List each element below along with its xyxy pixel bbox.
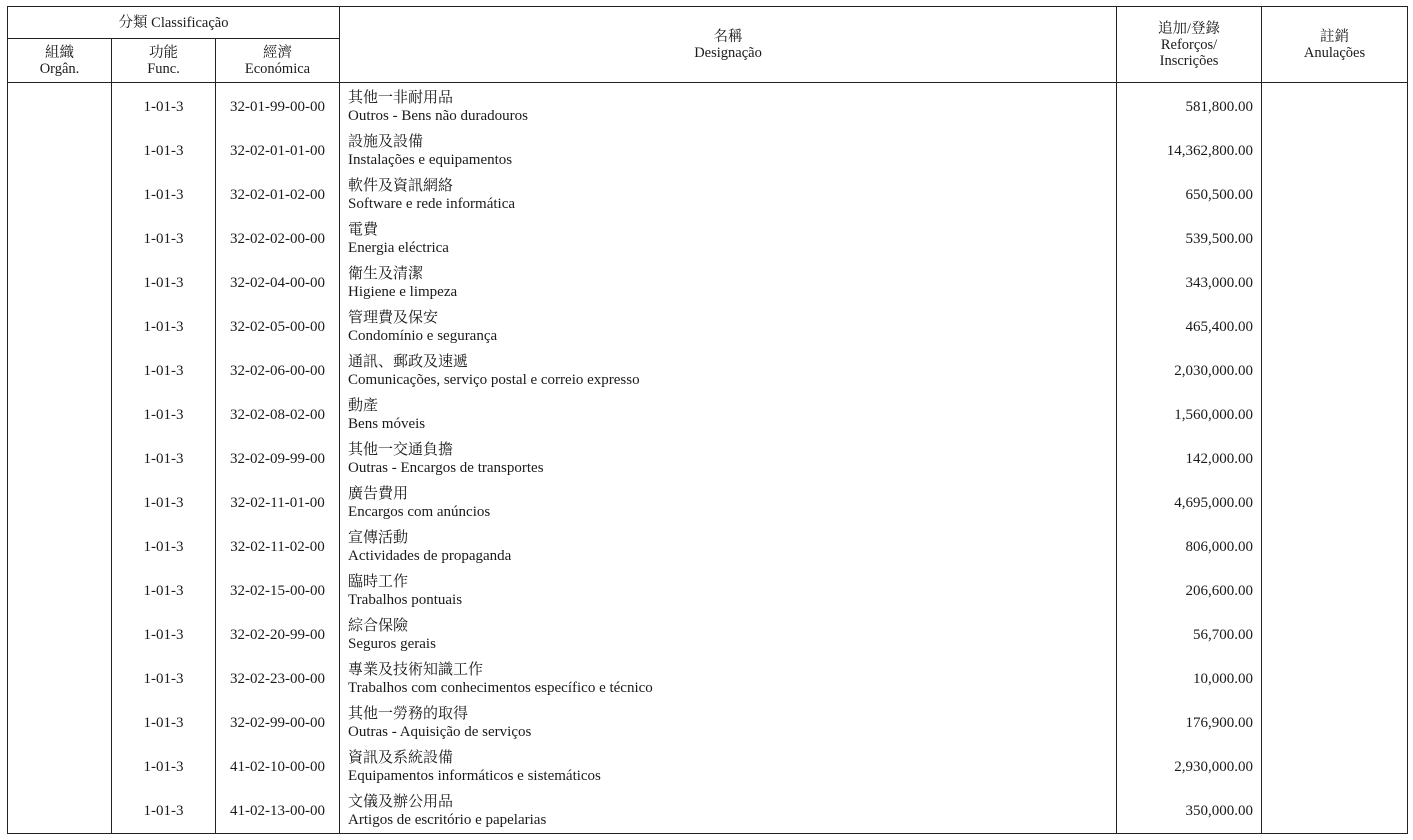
designacao-zh: 其他一非耐用品 [348, 90, 454, 106]
table-cell-reforco: 581,800.00 [1117, 85, 1262, 129]
table-cell-designacao [340, 217, 1117, 261]
table-cell-reforco: 343,000.00 [1117, 261, 1262, 305]
table-row [8, 613, 1408, 657]
table-cell-designacao [340, 393, 1117, 437]
table-cell-funcional: 1-01-3 [112, 129, 216, 173]
table-row [8, 85, 1408, 129]
table-cell-organica [8, 349, 112, 393]
designacao-zh: 其他一交通負擔 [348, 442, 454, 458]
table-cell-economica: 32-02-06-00-00 [216, 349, 340, 393]
table-cell-organica [8, 217, 112, 261]
table-cell-funcional: 1-01-3 [112, 789, 216, 834]
designacao-pt: Encargos com anúncios [348, 504, 491, 520]
table-cell-organica [8, 613, 112, 657]
designacao-pt: Trabalhos pontuais [348, 592, 463, 608]
table-cell-economica: 32-02-11-01-00 [216, 481, 340, 525]
table-cell-reforco: 4,695,000.00 [1117, 481, 1262, 525]
table-cell-reforco: 539,500.00 [1117, 217, 1262, 261]
table-cell-organica [8, 481, 112, 525]
designacao-pt: Comunicações, serviço postal e correio expresso [348, 372, 640, 388]
table-cell-designacao [340, 85, 1117, 129]
table-cell-reforco: 14,362,800.00 [1117, 129, 1262, 173]
table-cell-organica [8, 173, 112, 217]
designacao-zh: 軟件及資訊網絡 [348, 178, 454, 194]
table-cell-anulacao [1262, 85, 1408, 129]
table-cell-organica [8, 657, 112, 701]
table-cell-organica [8, 569, 112, 613]
table-cell-reforco: 2,030,000.00 [1117, 349, 1262, 393]
table-cell-funcional: 1-01-3 [112, 657, 216, 701]
designacao-zh: 電費 [348, 222, 379, 238]
table-cell-economica: 32-01-99-00-00 [216, 85, 340, 129]
table-cell-funcional: 1-01-3 [112, 261, 216, 305]
table-cell-designacao [340, 789, 1117, 834]
table-cell-funcional: 1-01-3 [112, 481, 216, 525]
table-cell-anulacao [1262, 789, 1408, 834]
header-anulacoes-pt: Anulações [1303, 44, 1366, 61]
table-cell-designacao [340, 173, 1117, 217]
designacao-pt: Outras - Encargos de transportes [348, 460, 544, 476]
table-row [8, 481, 1408, 525]
table-cell-anulacao [1262, 217, 1408, 261]
table-row [8, 789, 1408, 834]
table-cell-anulacao [1262, 481, 1408, 525]
table-cell-designacao [340, 525, 1117, 569]
table-header [8, 7, 1408, 83]
table-cell-funcional: 1-01-3 [112, 613, 216, 657]
table-cell-designacao [340, 613, 1117, 657]
table-row [8, 173, 1408, 217]
table-row [8, 525, 1408, 569]
table-cell-economica: 32-02-11-02-00 [216, 525, 340, 569]
table-cell-economica: 32-02-01-02-00 [216, 173, 340, 217]
designacao-zh: 設施及設備 [348, 134, 424, 150]
table-cell-reforco: 206,600.00 [1117, 569, 1262, 613]
table-row [8, 129, 1408, 173]
header-organica-zh: 組織 [45, 44, 74, 61]
table-cell-funcional: 1-01-3 [112, 217, 216, 261]
designacao-pt: Equipamentos informáticos e sistemáticos [348, 768, 601, 784]
designacao-pt: Trabalhos com conhecimentos específico e técnico [348, 680, 653, 696]
table-cell-anulacao [1262, 261, 1408, 305]
table-cell-organica [8, 85, 112, 129]
table-cell-reforco: 56,700.00 [1117, 613, 1262, 657]
designacao-pt: Software e rede informática [348, 196, 516, 212]
table-cell-designacao [340, 261, 1117, 305]
header-funcional-pt: Func. [147, 60, 180, 77]
table-cell-organica [8, 393, 112, 437]
table-cell-anulacao [1262, 525, 1408, 569]
header-funcional [112, 39, 216, 83]
table-cell-designacao [340, 481, 1117, 525]
table-cell-organica [8, 129, 112, 173]
table-cell-funcional: 1-01-3 [112, 393, 216, 437]
table-cell-reforco: 350,000.00 [1117, 789, 1262, 834]
table-cell-organica [8, 745, 112, 789]
table-cell-designacao [340, 569, 1117, 613]
designacao-zh: 專業及技術知識工作 [348, 662, 484, 678]
table-cell-reforco: 806,000.00 [1117, 525, 1262, 569]
table-cell-designacao [340, 437, 1117, 481]
header-funcional-zh: 功能 [149, 44, 178, 61]
table-row [8, 217, 1408, 261]
table-cell-funcional: 1-01-3 [112, 569, 216, 613]
header-classificacao: 分類 Classificação [8, 7, 340, 39]
table-cell-reforco: 650,500.00 [1117, 173, 1262, 217]
table-row [8, 393, 1408, 437]
designacao-pt: Artigos de escritório e papelarias [348, 812, 547, 828]
table-cell-anulacao [1262, 393, 1408, 437]
designacao-zh: 其他一勞務的取得 [348, 706, 469, 722]
table-cell-organica [8, 789, 112, 834]
table-cell-anulacao [1262, 613, 1408, 657]
table-cell-economica: 32-02-20-99-00 [216, 613, 340, 657]
header-anulacoes [1262, 7, 1408, 83]
header-reforcos-zh: 追加/登錄 [1158, 20, 1221, 37]
designacao-zh: 動產 [348, 398, 379, 414]
table-cell-funcional: 1-01-3 [112, 349, 216, 393]
table-cell-reforco: 465,400.00 [1117, 305, 1262, 349]
table-row [8, 569, 1408, 613]
designacao-zh: 資訊及系統設備 [348, 750, 454, 766]
header-anulacoes-zh: 註銷 [1320, 28, 1350, 45]
designacao-pt: Seguros gerais [348, 636, 436, 652]
table-cell-funcional: 1-01-3 [112, 305, 216, 349]
table-cell-reforco: 2,930,000.00 [1117, 745, 1262, 789]
table-cell-designacao [340, 349, 1117, 393]
designacao-zh: 綜合保險 [348, 618, 409, 634]
table-cell-anulacao [1262, 173, 1408, 217]
designacao-pt: Higiene e limpeza [348, 284, 458, 300]
designacao-zh: 宣傳活動 [348, 530, 409, 546]
header-designacao-pt: Designação [694, 44, 762, 61]
table-cell-anulacao [1262, 745, 1408, 789]
table-row [8, 261, 1408, 305]
table-cell-economica: 32-02-99-00-00 [216, 701, 340, 745]
table-row [8, 305, 1408, 349]
designacao-pt: Instalações e equipamentos [348, 152, 513, 168]
table-cell-funcional: 1-01-3 [112, 525, 216, 569]
table-cell-economica: 32-02-05-00-00 [216, 305, 340, 349]
table-cell-economica: 32-02-01-01-00 [216, 129, 340, 173]
table-body [8, 83, 1408, 834]
designacao-pt: Outras - Aquisição de serviços [348, 724, 532, 740]
table-cell-organica [8, 525, 112, 569]
table-cell-anulacao [1262, 569, 1408, 613]
table-cell-anulacao [1262, 129, 1408, 173]
designacao-pt: Energia eléctrica [348, 240, 449, 256]
table-cell-designacao [340, 305, 1117, 349]
table-cell-economica: 32-02-23-00-00 [216, 657, 340, 701]
table-row [8, 437, 1408, 481]
designacao-zh: 文儀及辦公用品 [348, 794, 454, 810]
table-cell-reforco: 176,900.00 [1117, 701, 1262, 745]
header-economica [216, 39, 340, 83]
designacao-pt: Condomínio e segurança [348, 328, 498, 344]
table-cell-reforco: 1,560,000.00 [1117, 393, 1262, 437]
designacao-zh: 衛生及清潔 [348, 266, 424, 282]
table-cell-economica: 41-02-13-00-00 [216, 789, 340, 834]
table-cell-funcional: 1-01-3 [112, 173, 216, 217]
budget-table [7, 6, 1408, 834]
header-reforcos-pt1: Reforços/ [1160, 36, 1218, 53]
table-cell-reforco: 10,000.00 [1117, 657, 1262, 701]
table-cell-economica: 32-02-04-00-00 [216, 261, 340, 305]
table-cell-anulacao [1262, 305, 1408, 349]
designacao-zh: 廣告費用 [348, 486, 409, 502]
table-cell-economica: 41-02-10-00-00 [216, 745, 340, 789]
table-row [8, 745, 1408, 789]
table-cell-designacao [340, 129, 1117, 173]
table-cell-economica: 32-02-15-00-00 [216, 569, 340, 613]
header-designacao [340, 7, 1117, 83]
header-economica-zh: 經濟 [263, 44, 293, 61]
table-cell-designacao [340, 701, 1117, 745]
table-cell-economica: 32-02-08-02-00 [216, 393, 340, 437]
table-cell-economica: 32-02-02-00-00 [216, 217, 340, 261]
table-cell-organica [8, 701, 112, 745]
table-cell-funcional: 1-01-3 [112, 745, 216, 789]
table-cell-organica [8, 261, 112, 305]
header-reforcos [1117, 7, 1262, 83]
table-cell-anulacao [1262, 437, 1408, 481]
table-cell-anulacao [1262, 349, 1408, 393]
designacao-zh: 臨時工作 [348, 574, 409, 590]
header-reforcos-pt2: Inscrições [1159, 52, 1219, 69]
header-designacao-zh: 名稱 [713, 28, 743, 45]
header-organica-pt: Orgân. [39, 60, 80, 77]
header-economica-pt: Económica [244, 60, 311, 77]
table-cell-designacao [340, 745, 1117, 789]
table-row [8, 349, 1408, 393]
table-row [8, 701, 1408, 745]
table-cell-organica [8, 437, 112, 481]
header-organica [8, 39, 112, 83]
designacao-pt: Outros - Bens não duradouros [348, 108, 529, 124]
table-cell-designacao [340, 657, 1117, 701]
table-cell-anulacao [1262, 701, 1408, 745]
designacao-pt: Actividades de propaganda [348, 548, 512, 564]
designacao-pt: Bens móveis [348, 416, 426, 432]
table-cell-organica [8, 305, 112, 349]
table-cell-reforco: 142,000.00 [1117, 437, 1262, 481]
table-row [8, 657, 1408, 701]
designacao-zh: 通訊、郵政及速遞 [348, 354, 469, 370]
designacao-zh: 管理費及保安 [348, 310, 439, 326]
table-cell-anulacao [1262, 657, 1408, 701]
table-cell-funcional: 1-01-3 [112, 437, 216, 481]
table-cell-funcional: 1-01-3 [112, 701, 216, 745]
table-cell-funcional: 1-01-3 [112, 85, 216, 129]
table-cell-economica: 32-02-09-99-00 [216, 437, 340, 481]
